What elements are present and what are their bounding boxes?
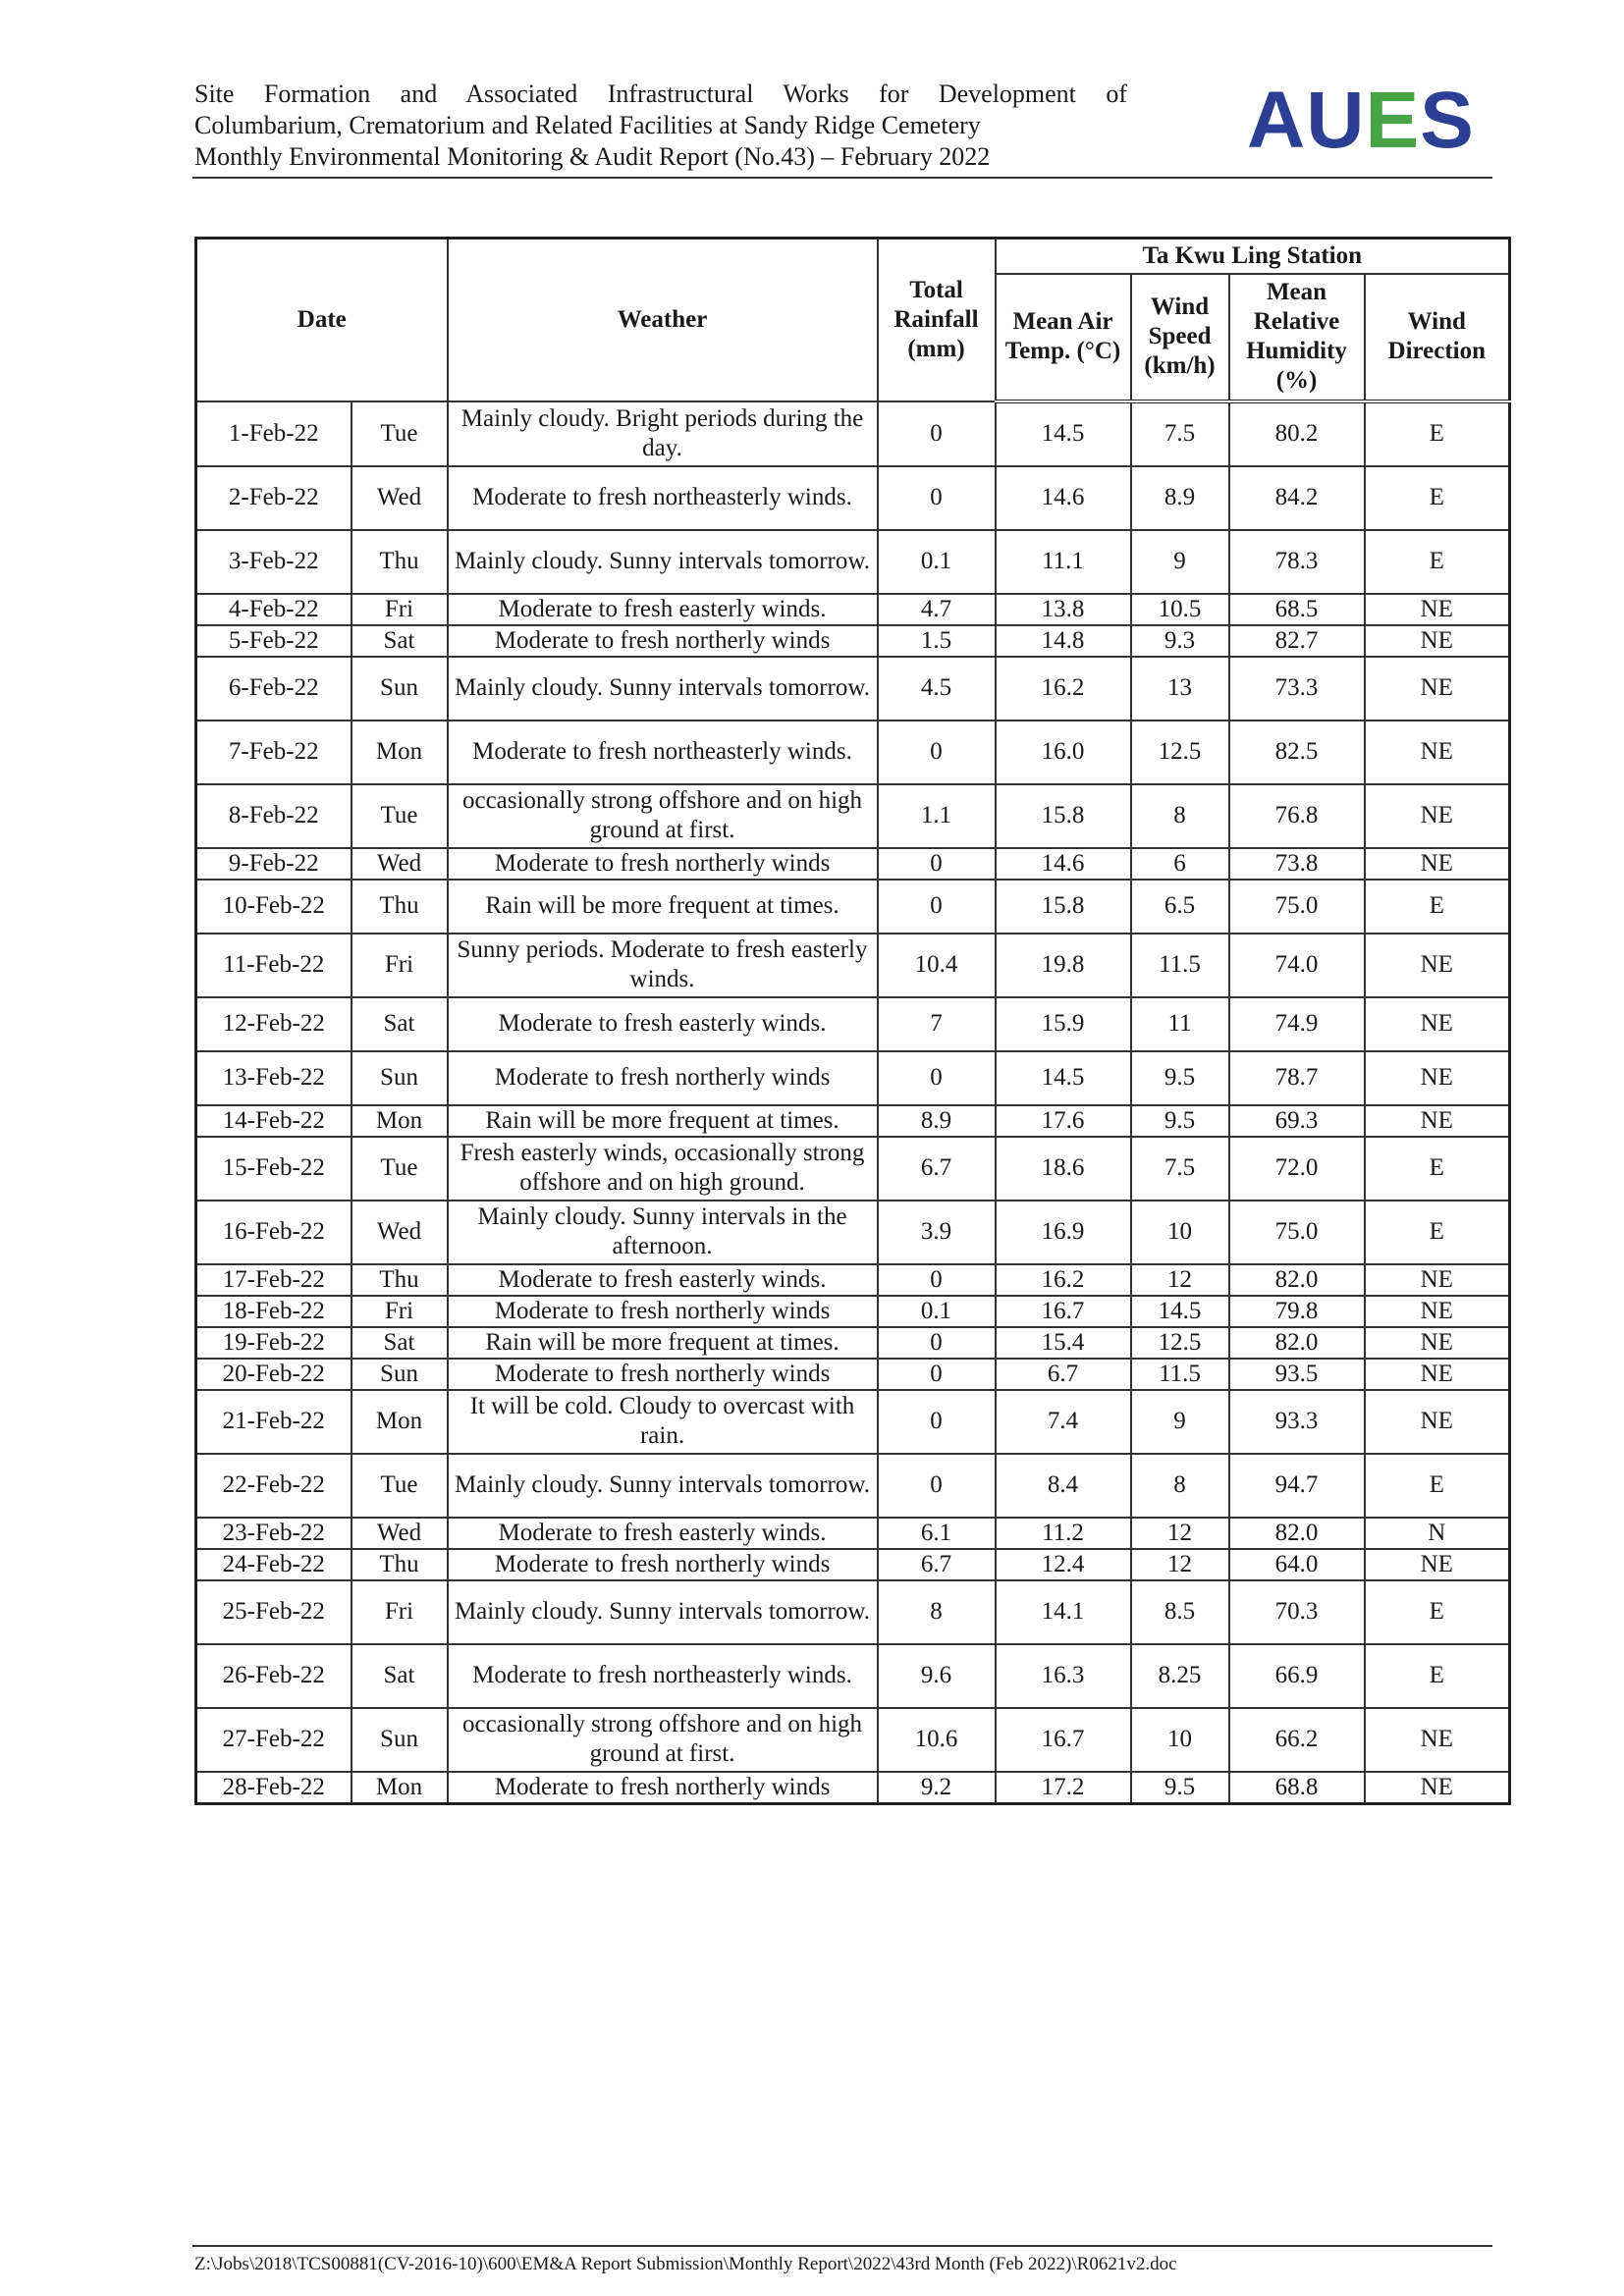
col-header-wind-speed: Wind Speed (km/h) — [1131, 274, 1229, 401]
table-row — [196, 1051, 1510, 1105]
wind-speed-cell: 7.5 — [1131, 1137, 1229, 1201]
day-cell: Thu — [352, 530, 448, 594]
rainfall-cell: 0 — [878, 880, 996, 934]
date-cell: 12-Feb-22 — [196, 997, 352, 1051]
temp-cell: 14.6 — [996, 466, 1131, 530]
date-cell: 11-Feb-22 — [196, 934, 352, 997]
date-cell: 1-Feb-22 — [196, 401, 352, 466]
wind-speed-cell: 6 — [1131, 848, 1229, 880]
temp-cell: 11.1 — [996, 530, 1131, 594]
weather-cell: Fresh easterly winds, occasionally strong offshore and on high ground. — [448, 1137, 878, 1201]
footer-file-path: Z:\Jobs\2018\TCS00881(CV-2016-10)\600\EM&A Report Submission\Monthly Report\2022\43rd Month (Feb 2022)\R0621v2.doc — [194, 2254, 1177, 2274]
wind-direction-cell: N — [1365, 1518, 1510, 1549]
temp-cell: 14.1 — [996, 1580, 1131, 1644]
day-cell: Tue — [352, 401, 448, 466]
wind-speed-cell: 12.5 — [1131, 1327, 1229, 1359]
aues-logo: AUES — [1247, 76, 1475, 165]
humidity-cell: 66.9 — [1229, 1644, 1365, 1708]
weather-cell: It will be cold. Cloudy to overcast with rain. — [448, 1390, 878, 1454]
wind-direction-cell: E — [1365, 880, 1510, 934]
weather-cell: Rain will be more frequent at times. — [448, 1105, 878, 1137]
date-cell: 27-Feb-22 — [196, 1708, 352, 1772]
date-cell: 6-Feb-22 — [196, 657, 352, 721]
table-row — [196, 1137, 1510, 1201]
table-row — [196, 1327, 1510, 1359]
wind-speed-cell: 8.25 — [1131, 1644, 1229, 1708]
weather-cell: Moderate to fresh northerly winds — [448, 848, 878, 880]
day-cell: Wed — [352, 848, 448, 880]
table-row — [196, 1580, 1510, 1644]
table-row — [196, 625, 1510, 657]
wind-direction-cell: NE — [1365, 1296, 1510, 1327]
date-cell: 25-Feb-22 — [196, 1580, 352, 1644]
day-cell: Mon — [352, 1772, 448, 1804]
date-cell: 7-Feb-22 — [196, 721, 352, 784]
humidity-cell: 75.0 — [1229, 880, 1365, 934]
date-cell: 13-Feb-22 — [196, 1051, 352, 1105]
day-cell: Sat — [352, 997, 448, 1051]
rainfall-cell: 0 — [878, 721, 996, 784]
humidity-cell: 66.2 — [1229, 1708, 1365, 1772]
wind-speed-cell: 12.5 — [1131, 721, 1229, 784]
table-row — [196, 1772, 1510, 1804]
rainfall-cell: 6.1 — [878, 1518, 996, 1549]
wind-speed-cell: 14.5 — [1131, 1296, 1229, 1327]
wind-speed-cell: 8.9 — [1131, 466, 1229, 530]
table-row — [196, 721, 1510, 784]
humidity-cell: 79.8 — [1229, 1296, 1365, 1327]
rainfall-cell: 9.2 — [878, 1772, 996, 1804]
temp-cell: 16.0 — [996, 721, 1131, 784]
rainfall-cell: 0.1 — [878, 530, 996, 594]
day-cell: Sat — [352, 1327, 448, 1359]
weather-cell: Rain will be more frequent at times. — [448, 880, 878, 934]
day-cell: Sun — [352, 1359, 448, 1390]
table-row — [196, 1518, 1510, 1549]
wind-direction-cell: NE — [1365, 594, 1510, 625]
wind-direction-cell: NE — [1365, 1327, 1510, 1359]
wind-direction-cell: NE — [1365, 721, 1510, 784]
humidity-cell: 82.7 — [1229, 625, 1365, 657]
day-cell: Sat — [352, 1644, 448, 1708]
humidity-cell: 82.0 — [1229, 1327, 1365, 1359]
temp-cell: 18.6 — [996, 1137, 1131, 1201]
wind-direction-cell: E — [1365, 1137, 1510, 1201]
col-header-rainfall: Total Rainfall (mm) — [878, 239, 996, 401]
rainfall-cell: 0 — [878, 848, 996, 880]
humidity-cell: 82.5 — [1229, 721, 1365, 784]
date-cell: 24-Feb-22 — [196, 1549, 352, 1580]
temp-cell: 16.9 — [996, 1201, 1131, 1264]
wind-speed-cell: 11.5 — [1131, 1359, 1229, 1390]
date-cell: 4-Feb-22 — [196, 594, 352, 625]
wind-direction-cell: NE — [1365, 1359, 1510, 1390]
temp-cell: 16.7 — [996, 1708, 1131, 1772]
wind-speed-cell: 8 — [1131, 784, 1229, 848]
header-divider — [192, 177, 1492, 179]
day-cell: Sun — [352, 1708, 448, 1772]
wind-speed-cell: 9.5 — [1131, 1772, 1229, 1804]
rainfall-cell: 0 — [878, 401, 996, 466]
day-cell: Thu — [352, 880, 448, 934]
rainfall-cell: 8 — [878, 1580, 996, 1644]
weather-cell: Mainly cloudy. Sunny intervals tomorrow. — [448, 1454, 878, 1518]
wind-speed-cell: 13 — [1131, 657, 1229, 721]
weather-cell: Moderate to fresh easterly winds. — [448, 1264, 878, 1296]
table-row — [196, 594, 1510, 625]
date-cell: 22-Feb-22 — [196, 1454, 352, 1518]
temp-cell: 13.8 — [996, 594, 1131, 625]
wind-direction-cell: E — [1365, 1644, 1510, 1708]
day-cell: Sun — [352, 1051, 448, 1105]
report-header — [194, 79, 1127, 173]
humidity-cell: 74.0 — [1229, 934, 1365, 997]
temp-cell: 6.7 — [996, 1359, 1131, 1390]
weather-cell: Moderate to fresh northeasterly winds. — [448, 1644, 878, 1708]
humidity-cell: 80.2 — [1229, 401, 1365, 466]
temp-cell: 11.2 — [996, 1518, 1131, 1549]
day-cell: Wed — [352, 466, 448, 530]
table-row — [196, 657, 1510, 721]
weather-cell: Mainly cloudy. Sunny intervals tomorrow. — [448, 1580, 878, 1644]
col-header-station: Ta Kwu Ling Station — [996, 239, 1510, 274]
date-cell: 9-Feb-22 — [196, 848, 352, 880]
header-line-1: Site Formation and Associated Infrastructural Works for Development of — [194, 80, 1127, 108]
wind-speed-cell: 11.5 — [1131, 934, 1229, 997]
table-row — [196, 1708, 1510, 1772]
rainfall-cell: 0.1 — [878, 1296, 996, 1327]
table-row — [196, 1296, 1510, 1327]
col-header-humidity: Mean Relative Humidity (%) — [1229, 274, 1365, 401]
table-row — [196, 401, 1510, 466]
weather-cell: Moderate to fresh northerly winds — [448, 1359, 878, 1390]
rainfall-cell: 0 — [878, 1359, 996, 1390]
day-cell: Fri — [352, 1580, 448, 1644]
weather-cell: Moderate to fresh northeasterly winds. — [448, 466, 878, 530]
date-cell: 26-Feb-22 — [196, 1644, 352, 1708]
weather-cell: Moderate to fresh northerly winds — [448, 1772, 878, 1804]
wind-direction-cell: NE — [1365, 1772, 1510, 1804]
date-cell: 5-Feb-22 — [196, 625, 352, 657]
rainfall-cell: 7 — [878, 997, 996, 1051]
temp-cell: 17.6 — [996, 1105, 1131, 1137]
wind-direction-cell: E — [1365, 1454, 1510, 1518]
date-cell: 20-Feb-22 — [196, 1359, 352, 1390]
humidity-cell: 68.8 — [1229, 1772, 1365, 1804]
temp-cell: 12.4 — [996, 1549, 1131, 1580]
weather-table — [194, 237, 1511, 1805]
day-cell: Mon — [352, 1105, 448, 1137]
table-row — [196, 934, 1510, 997]
weather-cell: Moderate to fresh northerly winds — [448, 1296, 878, 1327]
rainfall-cell: 0 — [878, 1327, 996, 1359]
wind-direction-cell: NE — [1365, 1264, 1510, 1296]
date-cell: 17-Feb-22 — [196, 1264, 352, 1296]
table-row — [196, 784, 1510, 848]
temp-cell: 15.4 — [996, 1327, 1131, 1359]
rainfall-cell: 4.5 — [878, 657, 996, 721]
table-row — [196, 848, 1510, 880]
temp-cell: 14.8 — [996, 625, 1131, 657]
humidity-cell: 69.3 — [1229, 1105, 1365, 1137]
weather-cell: Rain will be more frequent at times. — [448, 1327, 878, 1359]
wind-direction-cell: E — [1365, 1201, 1510, 1264]
day-cell: Thu — [352, 1549, 448, 1580]
wind-direction-cell: NE — [1365, 625, 1510, 657]
date-cell: 16-Feb-22 — [196, 1201, 352, 1264]
wind-direction-cell: NE — [1365, 1708, 1510, 1772]
wind-speed-cell: 6.5 — [1131, 880, 1229, 934]
table-row — [196, 1359, 1510, 1390]
table-row — [196, 530, 1510, 594]
humidity-cell: 94.7 — [1229, 1454, 1365, 1518]
day-cell: Tue — [352, 1454, 448, 1518]
wind-direction-cell: E — [1365, 530, 1510, 594]
weather-cell: Mainly cloudy. Sunny intervals tomorrow. — [448, 657, 878, 721]
wind-direction-cell: E — [1365, 466, 1510, 530]
humidity-cell: 82.0 — [1229, 1518, 1365, 1549]
day-cell: Wed — [352, 1201, 448, 1264]
col-header-wind-direction: Wind Direction — [1365, 274, 1510, 401]
weather-cell: occasionally strong offshore and on high ground at first. — [448, 784, 878, 848]
humidity-cell: 68.5 — [1229, 594, 1365, 625]
humidity-cell: 93.3 — [1229, 1390, 1365, 1454]
day-cell: Wed — [352, 1518, 448, 1549]
table-row — [196, 997, 1510, 1051]
wind-speed-cell: 8.5 — [1131, 1580, 1229, 1644]
rainfall-cell: 9.6 — [878, 1644, 996, 1708]
humidity-cell: 82.0 — [1229, 1264, 1365, 1296]
wind-speed-cell: 9 — [1131, 1390, 1229, 1454]
wind-direction-cell: NE — [1365, 997, 1510, 1051]
table-row — [196, 880, 1510, 934]
weather-cell: occasionally strong offshore and on high ground at first. — [448, 1708, 878, 1772]
temp-cell: 14.5 — [996, 401, 1131, 466]
humidity-cell: 76.8 — [1229, 784, 1365, 848]
rainfall-cell: 4.7 — [878, 594, 996, 625]
date-cell: 10-Feb-22 — [196, 880, 352, 934]
wind-direction-cell: NE — [1365, 784, 1510, 848]
wind-speed-cell: 10 — [1131, 1708, 1229, 1772]
humidity-cell: 64.0 — [1229, 1549, 1365, 1580]
rainfall-cell: 6.7 — [878, 1549, 996, 1580]
wind-speed-cell: 7.5 — [1131, 401, 1229, 466]
wind-direction-cell: NE — [1365, 1105, 1510, 1137]
temp-cell: 16.2 — [996, 1264, 1131, 1296]
weather-cell: Moderate to fresh northerly winds — [448, 1051, 878, 1105]
wind-direction-cell: NE — [1365, 848, 1510, 880]
weather-cell: Mainly cloudy. Sunny intervals tomorrow. — [448, 530, 878, 594]
footer-divider — [192, 2245, 1492, 2247]
weather-cell: Moderate to fresh northerly winds — [448, 625, 878, 657]
col-header-date: Date — [196, 239, 448, 401]
header-line-2: Columbarium, Crematorium and Related Facilities at Sandy Ridge Cemetery — [194, 111, 981, 139]
wind-speed-cell: 11 — [1131, 997, 1229, 1051]
humidity-cell: 73.8 — [1229, 848, 1365, 880]
wind-direction-cell: NE — [1365, 1549, 1510, 1580]
rainfall-cell: 10.4 — [878, 934, 996, 997]
table-row — [196, 1549, 1510, 1580]
temp-cell: 16.2 — [996, 657, 1131, 721]
temp-cell: 15.8 — [996, 880, 1131, 934]
wind-direction-cell: NE — [1365, 657, 1510, 721]
date-cell: 15-Feb-22 — [196, 1137, 352, 1201]
temp-cell: 15.9 — [996, 997, 1131, 1051]
date-cell: 18-Feb-22 — [196, 1296, 352, 1327]
wind-speed-cell: 12 — [1131, 1549, 1229, 1580]
temp-cell: 14.6 — [996, 848, 1131, 880]
day-cell: Sun — [352, 657, 448, 721]
rainfall-cell: 0 — [878, 1454, 996, 1518]
wind-direction-cell: NE — [1365, 1051, 1510, 1105]
wind-speed-cell: 12 — [1131, 1518, 1229, 1549]
date-cell: 3-Feb-22 — [196, 530, 352, 594]
day-cell: Mon — [352, 721, 448, 784]
wind-direction-cell: E — [1365, 1580, 1510, 1644]
wind-speed-cell: 10.5 — [1131, 594, 1229, 625]
wind-direction-cell: E — [1365, 401, 1510, 466]
rainfall-cell: 8.9 — [878, 1105, 996, 1137]
weather-cell: Moderate to fresh northerly winds — [448, 1549, 878, 1580]
date-cell: 28-Feb-22 — [196, 1772, 352, 1804]
humidity-cell: 93.5 — [1229, 1359, 1365, 1390]
wind-speed-cell: 9.5 — [1131, 1105, 1229, 1137]
table-row — [196, 466, 1510, 530]
temp-cell: 8.4 — [996, 1454, 1131, 1518]
wind-speed-cell: 9.3 — [1131, 625, 1229, 657]
table-row — [196, 1644, 1510, 1708]
wind-speed-cell: 12 — [1131, 1264, 1229, 1296]
date-cell: 23-Feb-22 — [196, 1518, 352, 1549]
table-row — [196, 1454, 1510, 1518]
header-line-3: Monthly Environmental Monitoring & Audit Report (No.43) – February 2022 — [194, 142, 991, 171]
day-cell: Fri — [352, 594, 448, 625]
rainfall-cell: 1.1 — [878, 784, 996, 848]
wind-direction-cell: NE — [1365, 934, 1510, 997]
humidity-cell: 75.0 — [1229, 1201, 1365, 1264]
temp-cell: 17.2 — [996, 1772, 1131, 1804]
table-row — [196, 1264, 1510, 1296]
col-header-temp: Mean Air Temp. (°C) — [996, 274, 1131, 401]
rainfall-cell: 0 — [878, 1264, 996, 1296]
wind-direction-cell: NE — [1365, 1390, 1510, 1454]
date-cell: 21-Feb-22 — [196, 1390, 352, 1454]
wind-speed-cell: 10 — [1131, 1201, 1229, 1264]
day-cell: Thu — [352, 1264, 448, 1296]
date-cell: 14-Feb-22 — [196, 1105, 352, 1137]
date-cell: 8-Feb-22 — [196, 784, 352, 848]
humidity-cell: 74.9 — [1229, 997, 1365, 1051]
wind-speed-cell: 8 — [1131, 1454, 1229, 1518]
weather-cell: Moderate to fresh easterly winds. — [448, 1518, 878, 1549]
rainfall-cell: 3.9 — [878, 1201, 996, 1264]
weather-cell: Moderate to fresh northeasterly winds. — [448, 721, 878, 784]
rainfall-cell: 0 — [878, 1051, 996, 1105]
wind-speed-cell: 9 — [1131, 530, 1229, 594]
rainfall-cell: 1.5 — [878, 625, 996, 657]
date-cell: 2-Feb-22 — [196, 466, 352, 530]
humidity-cell: 73.3 — [1229, 657, 1365, 721]
temp-cell: 16.3 — [996, 1644, 1131, 1708]
rainfall-cell: 0 — [878, 1390, 996, 1454]
temp-cell: 14.5 — [996, 1051, 1131, 1105]
day-cell: Tue — [352, 1137, 448, 1201]
weather-cell: Sunny periods. Moderate to fresh easterly winds. — [448, 934, 878, 997]
weather-cell: Moderate to fresh easterly winds. — [448, 594, 878, 625]
humidity-cell: 78.3 — [1229, 530, 1365, 594]
weather-cell: Moderate to fresh easterly winds. — [448, 997, 878, 1051]
table-row — [196, 1201, 1510, 1264]
day-cell: Mon — [352, 1390, 448, 1454]
temp-cell: 15.8 — [996, 784, 1131, 848]
day-cell: Fri — [352, 1296, 448, 1327]
rainfall-cell: 6.7 — [878, 1137, 996, 1201]
col-header-weather: Weather — [448, 239, 878, 401]
day-cell: Fri — [352, 934, 448, 997]
table-row — [196, 1390, 1510, 1454]
humidity-cell: 78.7 — [1229, 1051, 1365, 1105]
table-row — [196, 1105, 1510, 1137]
humidity-cell: 84.2 — [1229, 466, 1365, 530]
day-cell: Sat — [352, 625, 448, 657]
temp-cell: 19.8 — [996, 934, 1131, 997]
rainfall-cell: 10.6 — [878, 1708, 996, 1772]
rainfall-cell: 0 — [878, 466, 996, 530]
weather-cell: Mainly cloudy. Sunny intervals in the afternoon. — [448, 1201, 878, 1264]
wind-speed-cell: 9.5 — [1131, 1051, 1229, 1105]
temp-cell: 7.4 — [996, 1390, 1131, 1454]
day-cell: Tue — [352, 784, 448, 848]
weather-table-body — [196, 401, 1510, 1804]
humidity-cell: 72.0 — [1229, 1137, 1365, 1201]
temp-cell: 16.7 — [996, 1296, 1131, 1327]
humidity-cell: 70.3 — [1229, 1580, 1365, 1644]
weather-cell: Mainly cloudy. Bright periods during the day. — [448, 401, 878, 466]
date-cell: 19-Feb-22 — [196, 1327, 352, 1359]
